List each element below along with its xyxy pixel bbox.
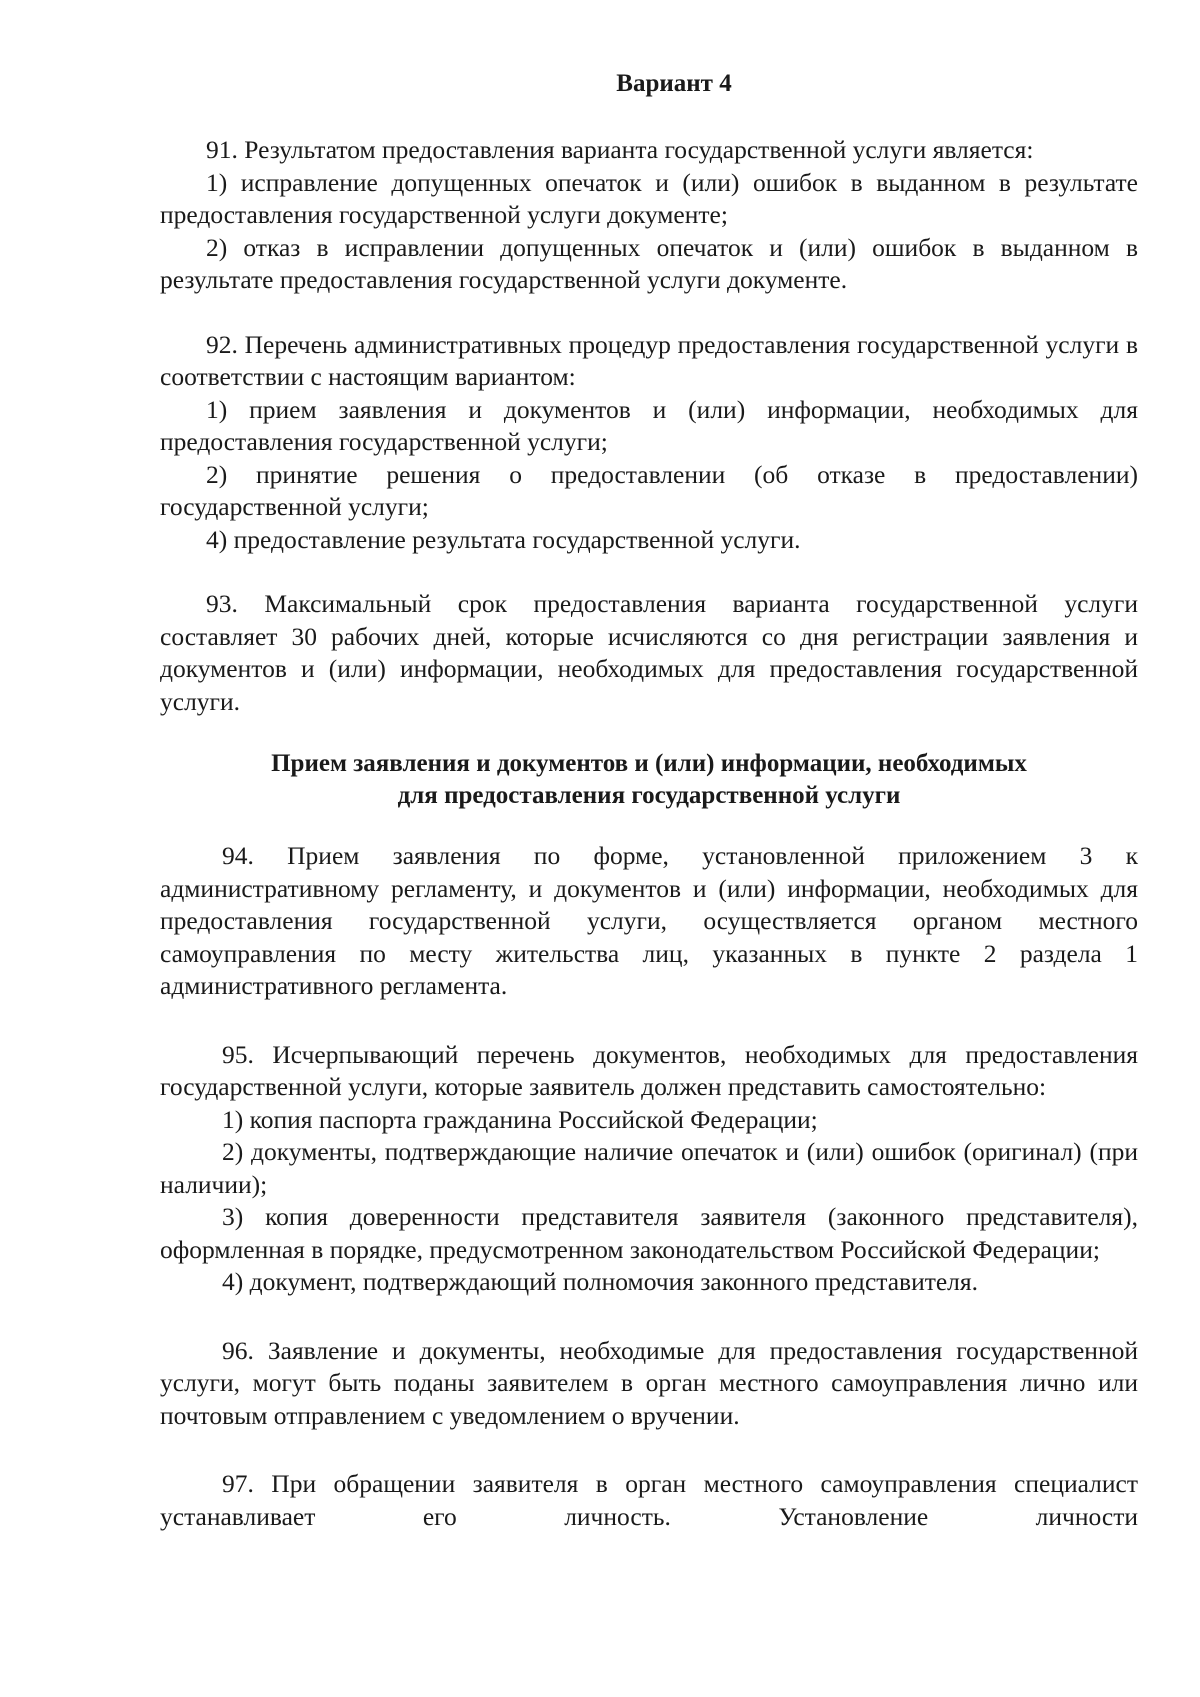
paragraph-91-item-1: 1) исправление допущенных опечаток и (или) ошибок в выданном в результате предоставления государственной услуги документе; [160, 167, 1138, 229]
paragraph-91: 91. Результатом предоставления варианта государственной услуги является: [206, 135, 1034, 164]
spacer [160, 556, 1138, 588]
paragraph-92-item-4: 4) предоставление результата государственной услуги. [206, 524, 801, 554]
paragraph-95-item-1: 1) копия паспорта гражданина Российской Федерации; [222, 1104, 818, 1134]
section-heading-line-2: для предоставления государственной услуги [397, 782, 901, 809]
document-body [160, 134, 1138, 1533]
paragraph-95: 95. Исчерпывающий перечень документов, необходимых для предоставления государственной услуги, которые заявитель должен представить самостоятельно: [160, 1039, 1138, 1101]
paragraph-95-item-2: 2) документы, подтверждающие наличие опечаток и (или) ошибок (оригинал) (при наличии); [160, 1137, 1138, 1199]
section-heading-line-1: Прием заявления и документов и (или) информации, необходимых [271, 750, 1027, 777]
spacer [160, 1299, 1138, 1335]
page-title: Вариант 4 [616, 70, 732, 97]
spacer [160, 1003, 1138, 1039]
spacer [160, 1432, 1138, 1468]
spacer [160, 812, 1138, 840]
paragraph-92: 92. Перечень административных процедур предоставления государственной услуги в соответствии с настоящим вариантом: [160, 329, 1138, 391]
paragraph-96: 96. Заявление и документы, необходимые для предоставления государственной услуги, могут быть поданы заявителем в орган местного самоуправления лично или почтовым отправлением с уведомлением о вручении. [160, 1335, 1138, 1430]
paragraph-94: 94. Прием заявления по форме, установленной приложением 3 к административному регламенту, и документов и (или) информации, необходимых для предоставления государственной услуги, осуществляется органом местного самоуправления по месту жительства лиц, указанных в пункте 2 раздела 1 административного регламента. [160, 841, 1138, 1000]
paragraph-92-item-1: 1) прием заявления и документов и (или) информации, необходимых для предоставления государственной услуги; [160, 394, 1138, 456]
paragraph-92-item-2: 2) принятие решения о предоставлении (об отказе в предоставлении) государственной услуги; [160, 459, 1138, 521]
paragraph-95-item-4: 4) документ, подтверждающий полномочия законного представителя. [222, 1267, 979, 1296]
paragraph-91-item-2: 2) отказ в исправлении допущенных опечаток и (или) ошибок в выданном в результате предоставления государственной услуги документе. [160, 232, 1138, 294]
spacer [160, 718, 1138, 748]
spacer [160, 297, 1138, 329]
paragraph-95-item-3: 3) копия доверенности представителя заявителя (законного представителя), оформленная в порядке, предусмотренном законодательством Российской Федерации; [160, 1202, 1138, 1264]
paragraph-93: 93. Максимальный срок предоставления варианта государственной услуги составляет 30 рабочих дней, которые исчисляются со дня регистрации заявления и документов и (или) информации, необходимых для предоставления государственной услуги. [160, 589, 1138, 716]
paragraph-97: 97. При обращении заявителя в орган местного самоуправления специалист устанавливает его личность. Установление личности [160, 1469, 1138, 1531]
